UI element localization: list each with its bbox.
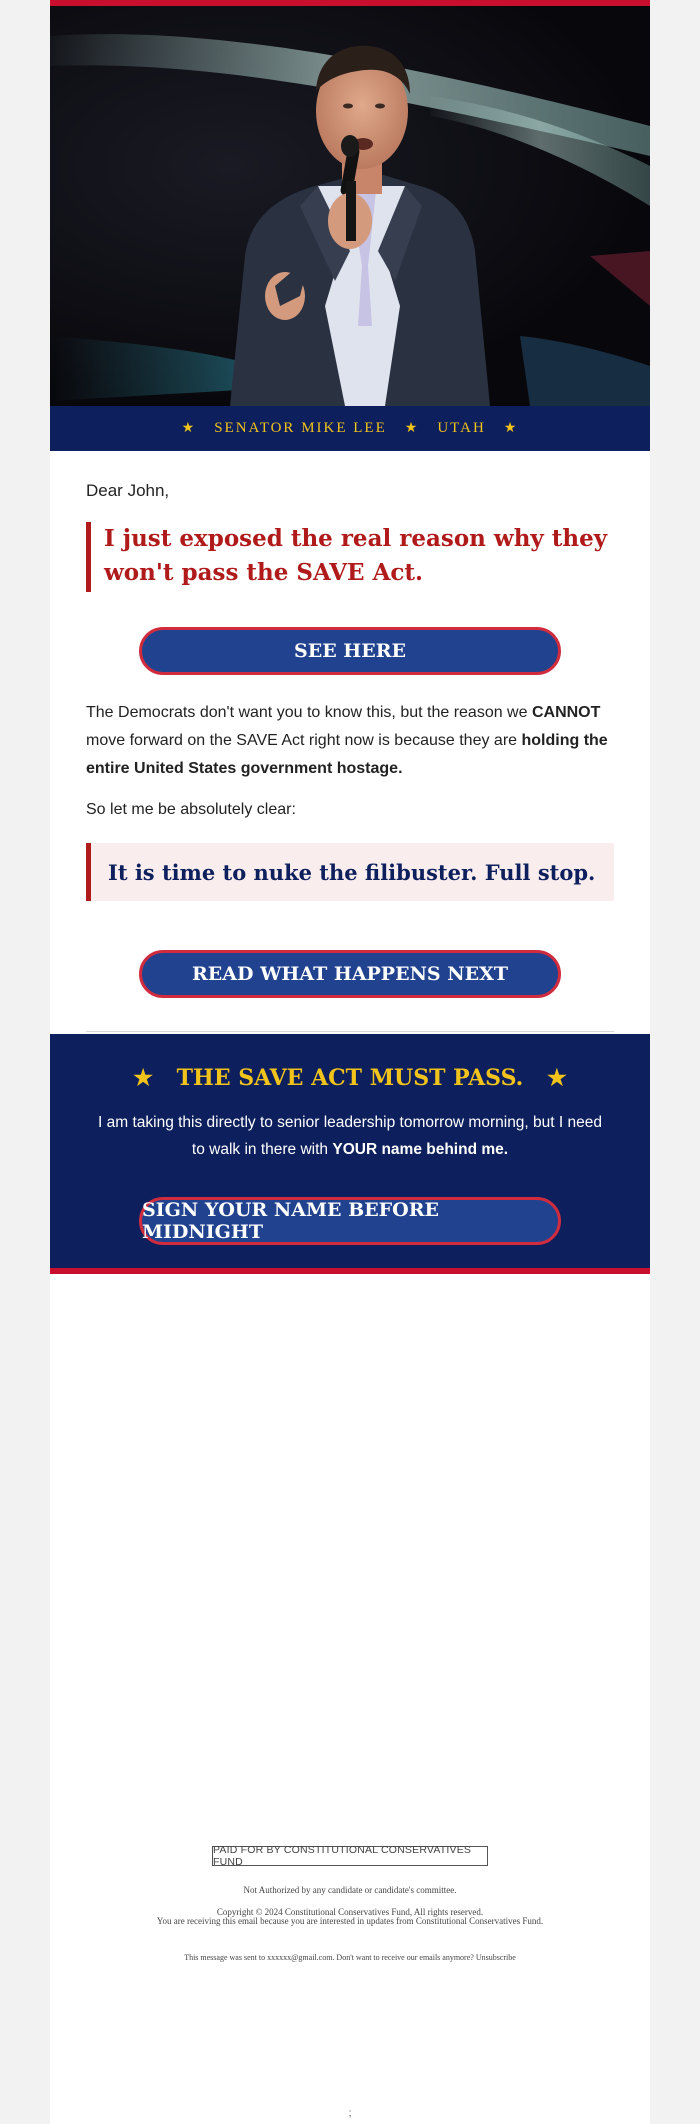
unsubscribe-link[interactable]: Unsubscribe: [475, 1953, 516, 1962]
para-bold: holding the entire United States government hostage.: [86, 732, 608, 777]
sign-your-name-button[interactable]: SIGN YOUR NAME BEFORE MIDNIGHT: [139, 1197, 561, 1245]
star-icon: ★: [133, 1065, 153, 1091]
senator-name: SENATOR MIKE LEE: [214, 420, 387, 436]
paid-for-disclaimer: PAID FOR BY CONSTITUTIONAL CONSERVATIVES FUND: [212, 1846, 488, 1866]
pullquote: [86, 522, 616, 592]
callout-box: [86, 843, 614, 901]
hero-photo: [50, 6, 650, 406]
state-name: UTAH: [437, 420, 486, 436]
pullquote-text: I just exposed the real reason why they won't pass the SAVE Act.: [104, 525, 608, 586]
cta-headline-text: THE SAVE ACT MUST PASS.: [176, 1065, 524, 1091]
email-container: [50, 0, 650, 2124]
body-paragraph-2: So let me be absolutely clear:: [86, 801, 296, 818]
divider: [86, 1031, 614, 1032]
para-text: The Democrats don't want you to know this, but the reason we: [86, 704, 532, 721]
cta-band: [50, 1034, 650, 1274]
star-icon: ★: [547, 1065, 567, 1091]
name-band: [50, 406, 650, 451]
trailing-text: ;: [348, 2108, 352, 2119]
bottom-red-bar: [50, 1268, 650, 1274]
copyright-text: Copyright © 2024 Constitutional Conservatives Fund, All rights reserved.: [216, 1907, 484, 1917]
body-paragraph: [86, 699, 620, 783]
star-icon: ★: [404, 421, 420, 436]
callout-text: It is time to nuke the filibuster. Full stop.: [108, 859, 596, 885]
star-icon: ★: [503, 421, 519, 436]
star-icon: ★: [181, 421, 197, 436]
see-here-button[interactable]: SEE HERE: [139, 627, 561, 675]
senator-photo-illustration: [50, 6, 650, 406]
receiving-reason-text: You are receiving this email because you are interested in updates from Constitutional Conservatives Fund.: [156, 1916, 544, 1926]
para-text: move forward on the SAVE Act right now is because they are: [86, 732, 522, 749]
read-what-happens-next-button[interactable]: READ WHAT HAPPENS NEXT: [139, 950, 561, 998]
sent-to-text: [50, 1953, 650, 1962]
para-bold: CANNOT: [531, 704, 601, 721]
cta-sub-bold: YOUR name behind me.: [332, 1141, 509, 1158]
not-authorized-text: Not Authorized by any candidate or candidate's committee.: [243, 1885, 457, 1895]
cta-subtext: [90, 1109, 610, 1163]
cta-sub-text: I am taking this directly to senior leadership tomorrow morning, but I need to walk in there with: [98, 1114, 602, 1158]
cta-headline: [50, 1065, 650, 1091]
sent-to-label: This message was sent to xxxxxx@gmail.com. Don't want to receive our emails anymore?: [184, 1953, 476, 1962]
greeting: Dear John,: [86, 481, 170, 500]
